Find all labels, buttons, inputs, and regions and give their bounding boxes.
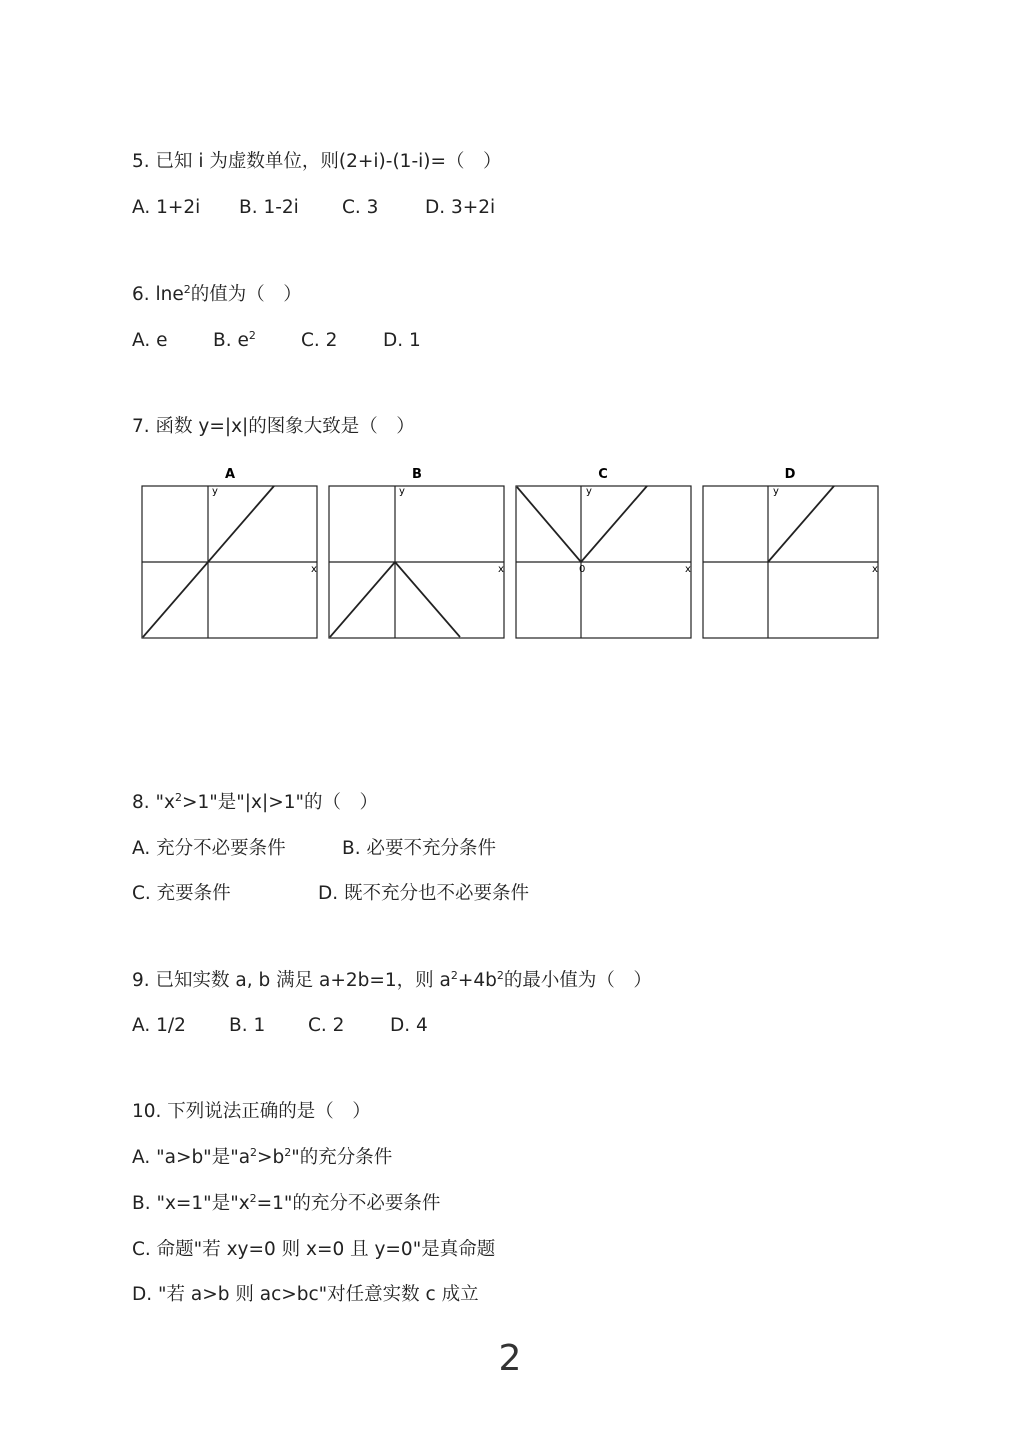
figure-c-y-label: y <box>586 486 592 497</box>
q10-option-a-part: "的充分条件 <box>291 1147 393 1168</box>
q9-option-a: A. 1/2 <box>132 1015 186 1036</box>
figure-b-label: B <box>412 467 422 482</box>
figure-d-graph-line <box>768 486 834 562</box>
q6-stem-part: 的值为（ ） <box>190 284 302 305</box>
q7-figure-b <box>329 467 504 638</box>
figure-d-x-label: x <box>872 564 878 575</box>
figure-c-origin-label: 0 <box>579 564 586 575</box>
q8-stem-part: >1"是"|x|>1"的（ ） <box>182 792 378 813</box>
q8-option-c: C. 充要条件 <box>132 883 231 904</box>
q6-option-b-superscript: 2 <box>248 329 256 342</box>
figure-b-x-label: x <box>498 564 504 575</box>
q5-option-b: B. 1-2i <box>239 197 299 218</box>
q6-option-a: A. e <box>132 330 168 351</box>
q9-stem-superscript: 2 <box>450 969 458 982</box>
q10-option-a-part: A. "a>b"是"a <box>132 1147 251 1168</box>
q10-option-b-part: =1"的充分不必要条件 <box>256 1193 441 1214</box>
q9-stem-part: 的最小值为（ ） <box>503 970 652 991</box>
question-5-stem: 5. 已知 i 为虚数单位，则(2+i)-(1-i)=（ ） <box>132 151 502 172</box>
figure-c-x-label: x <box>685 564 691 575</box>
q10-option-c: C. 命题"若 xy=0 则 x=0 且 y=0"是真命题 <box>132 1239 496 1260</box>
q9-stem-part: 9. 已知实数 a, b 满足 a+2b=1，则 a <box>132 970 451 991</box>
q7-figure-a <box>142 467 317 638</box>
q10-option-a-superscript: 2 <box>284 1146 292 1159</box>
q6-option-b <box>213 329 256 353</box>
q5-option-c: C. 3 <box>342 197 379 218</box>
q8-stem-part: 8. "x <box>132 792 175 813</box>
q6-option-c: C. 2 <box>301 330 338 351</box>
q8-option-d: D. 既不充分也不必要条件 <box>318 883 530 904</box>
figure-c-label: C <box>598 467 608 482</box>
q6-option-b-text: B. e <box>213 330 249 351</box>
q10-option-b <box>132 1192 440 1216</box>
q8-option-b: B. 必要不充分条件 <box>342 838 496 859</box>
figure-c-graph-line <box>517 486 647 562</box>
question-9-stem <box>132 969 652 993</box>
question-7-stem: 7. 函数 y=|x|的图象大致是（ ） <box>132 416 415 437</box>
q6-option-d: D. 1 <box>383 330 421 351</box>
q10-option-a <box>132 1146 392 1170</box>
q5-option-a: A. 1+2i <box>132 197 201 218</box>
q6-stem-superscript: 2 <box>183 283 191 296</box>
question-8-stem <box>132 791 378 815</box>
q10-option-b-superscript: 2 <box>249 1192 257 1205</box>
q7-figure-c <box>516 467 691 638</box>
figure-d-label: D <box>784 467 796 482</box>
q6-stem-part: 6. lne <box>132 284 184 305</box>
question-6-stem <box>132 283 302 307</box>
figure-a-x-label: x <box>311 564 317 575</box>
q5-option-d: D. 3+2i <box>425 197 496 218</box>
q10-option-a-part: >b <box>257 1147 285 1168</box>
q7-graphs-svg <box>130 462 890 642</box>
q9-option-c: C. 2 <box>308 1015 345 1036</box>
q10-option-b-part: B. "x=1"是"x <box>132 1193 250 1214</box>
figure-a-label: A <box>224 467 236 482</box>
q9-stem-part: +4b <box>457 970 497 991</box>
figure-d-y-label: y <box>773 486 779 497</box>
q9-stem-superscript: 2 <box>496 969 504 982</box>
q7-figure-row <box>130 462 890 646</box>
figure-b-y-label: y <box>399 486 405 497</box>
q8-option-a: A. 充分不必要条件 <box>132 838 286 859</box>
q7-figure-d <box>703 467 878 638</box>
page-number: 2 <box>498 1338 522 1379</box>
q10-option-a-superscript: 2 <box>250 1146 258 1159</box>
figure-a-y-label: y <box>212 486 218 497</box>
q9-option-d: D. 4 <box>390 1015 428 1036</box>
question-10-stem: 10. 下列说法正确的是（ ） <box>132 1101 371 1122</box>
q9-option-b: B. 1 <box>229 1015 266 1036</box>
q10-option-d: D. "若 a>b 则 ac>bc"对任意实数 c 成立 <box>132 1284 479 1305</box>
q8-stem-superscript: 2 <box>175 791 182 804</box>
